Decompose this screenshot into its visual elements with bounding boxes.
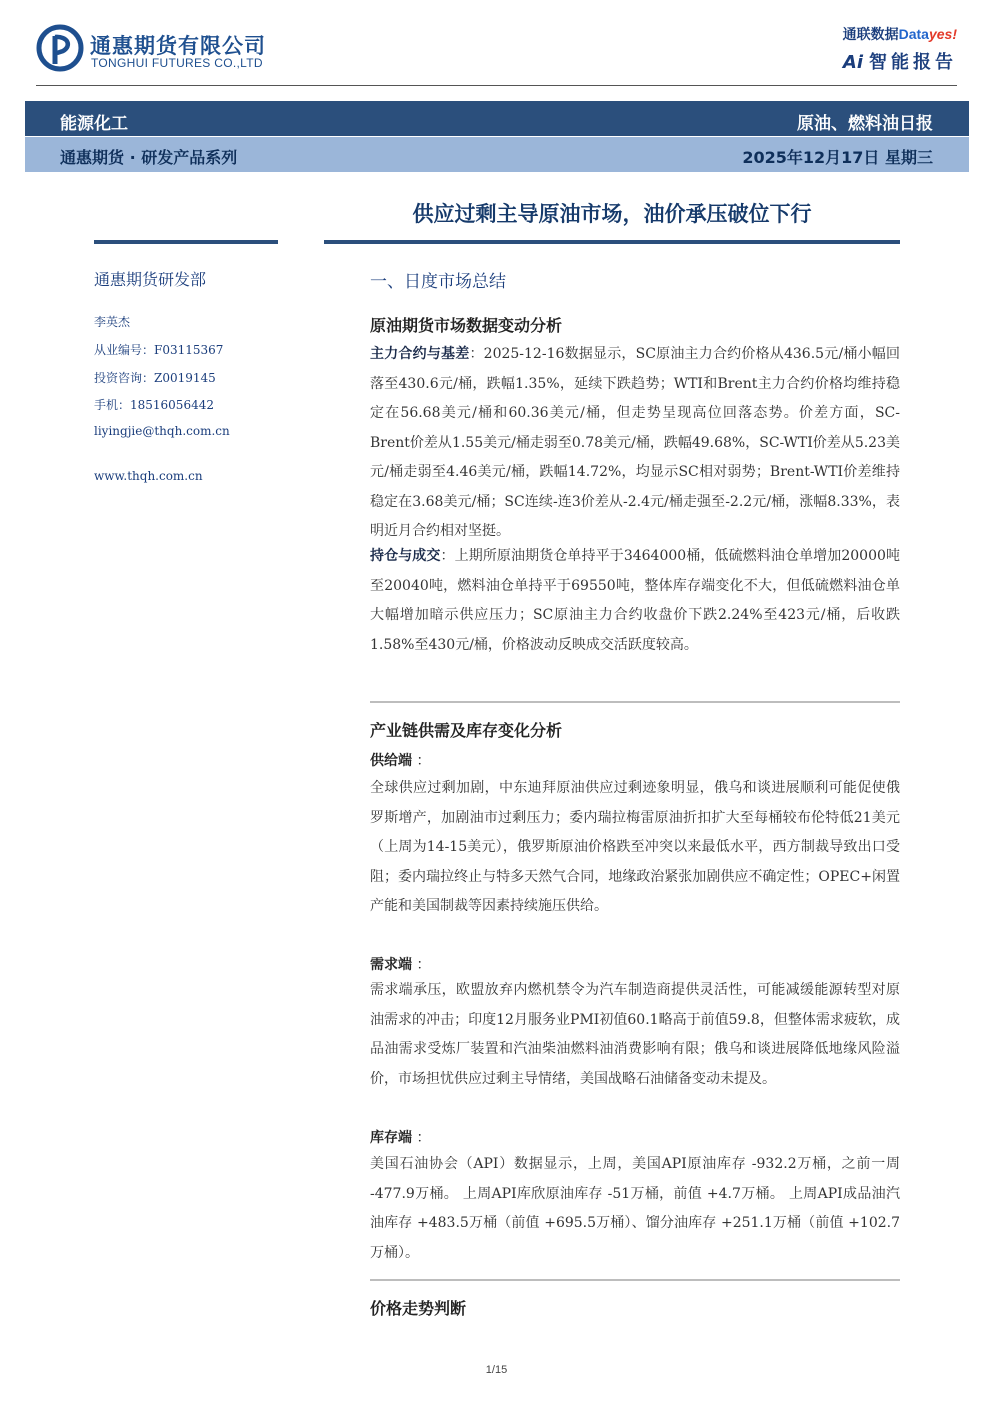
tonghui-logo-icon — [36, 24, 84, 72]
author-name: 李英杰 — [94, 315, 131, 329]
paragraph-positions — [370, 542, 900, 660]
author-email[interactable]: liyingjie@thqh.com.cn — [94, 424, 230, 438]
datayes-data: Data — [898, 26, 929, 42]
author-license: 从业编号：F03115367 — [94, 343, 224, 357]
department-name: 通惠期货研发部 — [94, 270, 207, 289]
paragraph-text: ：上期所原油期货仓单持平于3464000桶，低硫燃料油仓单增加20000吨至20040吨，燃料油仓单持平于69550吨，整体库存端变化不大，但低硫燃料油仓单大幅增加暗示供应压力；SC原油主力合约收盘价下跌2.24%至423元/桶，后收跌1.58%至430元/桶，价格波动反映成交活跃度较高。 — [370, 548, 901, 653]
author-consult: 投资咨询：Z0019145 — [94, 371, 216, 385]
banner-series: 通惠期货 · 研发产品系列 — [60, 148, 238, 167]
ai-icon: Ai — [842, 52, 863, 73]
section-divider — [370, 1279, 900, 1281]
demand-label: 需求端 ： — [370, 957, 431, 973]
sub-heading-supply-chain: 产业链供需及库存变化分析 — [370, 721, 563, 740]
paragraph-lead: 主力合约与基差 — [370, 346, 470, 362]
banner-bottom — [25, 137, 969, 172]
paragraph-supply: 全球供应过剩加剧，中东迪拜原油供应过剩迹象明显，俄乌和谈进展顺利可能促使俄罗斯增产，加剧油市过剩压力；委内瑞拉梅雷原油折扣扩大至每桶较布伦特低21美元（上周为14-15美元），俄罗斯原油价格跌至冲突以来最低水平，西方制裁导致出口受阻；委内瑞拉终止与特多天然气合同，地缘政治紧张加剧供应不确定性；OPEC+闲置产能和美国制裁等因素持续施压供给。 — [370, 780, 900, 914]
section-heading: 一、日度市场总结 — [370, 272, 506, 292]
banner-date: 2025年12月17日 星期三 — [742, 148, 933, 167]
banner-category: 能源化工 — [60, 114, 128, 134]
report-title: 供应过剩主导原油市场，油价承压破位下行 — [412, 202, 812, 226]
author-phone: 手机：18516056442 — [94, 398, 214, 412]
banner-report-type: 原油、燃料油日报 — [797, 114, 933, 134]
section-divider — [370, 701, 900, 703]
datayes-cn: 通联数据 — [842, 26, 899, 42]
paragraph-main-contract — [370, 340, 900, 547]
inventory-label: 库存端 ： — [370, 1130, 431, 1146]
paragraph-lead: 持仓与成交 — [370, 548, 441, 564]
datayes-yes: yes! — [928, 26, 957, 42]
brand-name-cn: 通惠期货有限公司 — [90, 34, 266, 58]
header-divider — [36, 85, 957, 86]
ai-report-text: 智能报告 — [869, 52, 957, 73]
brand-name-en: TONGHUI FUTURES CO.,LTD — [91, 56, 263, 70]
main-title-rule — [324, 240, 900, 244]
sub-heading-futures: 原油期货市场数据变动分析 — [370, 316, 563, 335]
paragraph-demand: 需求端承压，欧盟放弃内燃机禁令为汽车制造商提供灵活性，可能减缓能源转型对原油需求的冲击；印度12月服务业PMI初值60.1略高于前值59.8，但整体需求疲软，成品油需求受炼厂装置和汽油柴油燃料油消费影响有限；俄乌和谈进展降低地缘风险溢价，市场担忧供应过剩主导情绪，美国战略石油储备变动未提及。 — [370, 982, 900, 1087]
paragraph-text: ：2025-12-16数据显示，SC原油主力合约价格从436.5元/桶小幅回落至430.6元/桶，跌幅1.35%，延续下跌趋势；WTI和Brent主力合约价格均维持稳定在56.68美元/桶和60.36美元/桶，但走势呈现高位回落态势。价差方面，SC-Brent价差从1.55美元/桶走弱至0.78美元/桶，跌幅49.68%，SC-WTI价差从5.23美元/桶走弱至4.46美元/桶，跌幅14.72%，均显示SC相对弱势；Brent-WTI价差维持稳定在3.68美元/桶；SC连续-连3价差从-2.4元/桶走强至-2.2元/桶，涨幅8.33%，表明近月合约相对坚挺。 — [370, 346, 901, 539]
supply-label: 供给端 ： — [370, 753, 431, 769]
sub-heading-price-trend: 价格走势判断 — [370, 1299, 467, 1318]
banner-top — [25, 101, 969, 136]
page-number: 1/15 — [485, 1364, 508, 1376]
company-website[interactable]: www.thqh.com.cn — [94, 469, 203, 483]
sidebar-title-rule — [94, 240, 278, 244]
ai-report-label — [843, 48, 957, 74]
paragraph-inventory: 美国石油协会（API）数据显示，上周，美国API原油库存 -932.2万桶，之前一周 -477.9万桶。 上周API库欣原油库存 -51万桶，前值 +4.7万桶。 上周API成品油汽油库存 +483.5万桶（前值 +695.5万桶）、馏分油库存 +251.1万桶（前值 +102.7万桶）。 — [370, 1156, 900, 1261]
datayes-logo — [843, 24, 957, 44]
